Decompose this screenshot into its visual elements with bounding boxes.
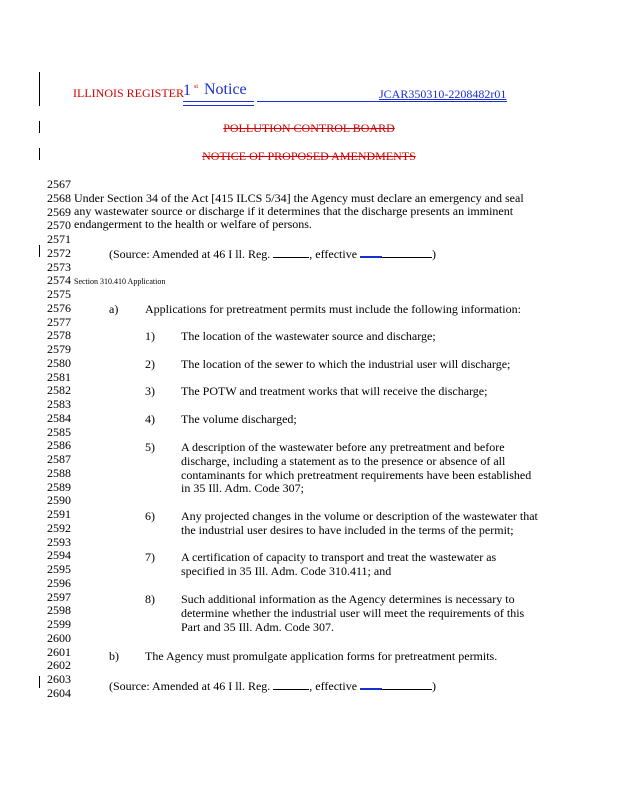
date-blank (382, 246, 432, 258)
item-text-a: Applications for pretreatment permits must include the following information: (145, 302, 521, 316)
line-number: 2587 (47, 452, 71, 466)
line-number: 2567 (47, 177, 71, 191)
item-text: Such additional information as the Agency determines is necessary to (181, 592, 515, 606)
source-mid: , effective (309, 247, 361, 261)
item-number: 6) (145, 509, 155, 523)
item-text: determine whether the industrial user will meet the requirements of this (181, 605, 525, 620)
notice-number-suffix: st (194, 84, 199, 90)
item-label-b: b) (109, 649, 119, 663)
line-number: 2588 (47, 465, 71, 480)
line-number: 2574 (47, 273, 71, 288)
line-number: 2575 (47, 287, 71, 301)
line-number: 2584 (47, 410, 71, 425)
line-number: 2576 (47, 300, 71, 315)
line-number: 2595 (47, 562, 71, 576)
item-text: The location of the sewer to which the industrial user will discharge; (181, 357, 511, 371)
line-number: 2568 (47, 190, 71, 205)
jcar-code: JCAR350310-2208482r01 (379, 87, 507, 101)
source-note (109, 678, 436, 693)
line-number: 2583 (47, 397, 71, 411)
line-number: 2586 (47, 438, 71, 453)
notice-number: 1 (183, 82, 191, 99)
line-number: 2589 (47, 479, 71, 494)
line-number: 2570 (47, 218, 71, 233)
item-text: specified in 35 Ill. Adm. Code 310.411; and (181, 563, 392, 578)
notice-title: NOTICE OF PROPOSED AMENDMENTS (202, 149, 416, 163)
line-number: 2571 (47, 232, 71, 246)
date-blank-blue (360, 246, 382, 258)
date-blank (382, 678, 432, 690)
board-title: POLLUTION CONTROL BOARD (223, 121, 395, 135)
change-bar (39, 72, 40, 106)
line-number: 2600 (47, 630, 71, 645)
line-number: 2577 (47, 314, 71, 329)
item-text: Any projected changes in the volume or description of the wastewater that (181, 509, 538, 523)
date-blank-blue (360, 678, 382, 690)
line-number: 2594 (47, 548, 71, 563)
line-number: 2598 (47, 603, 71, 618)
line-number: 2569 (47, 204, 71, 219)
change-bar (39, 245, 40, 257)
item-text: A certification of capacity to transport and treat the wastewater as (181, 550, 497, 564)
item-text: A description of the wastewater before any pretreatment and before (181, 440, 505, 454)
line-number: 2582 (47, 383, 71, 398)
double-underline (183, 101, 254, 106)
item-text: Part and 35 Ill. Adm. Code 307. (181, 619, 334, 634)
line-number: 2596 (47, 575, 71, 590)
notice-label: Notice (204, 81, 247, 98)
source-end: ) (432, 679, 437, 693)
line-number: 2572 (47, 245, 71, 260)
item-text: contaminants for which pretreatment requirements have been established (181, 467, 532, 482)
register-title: ILLINOIS REGISTER (73, 86, 184, 100)
item-text: The location of the wastewater source and discharge; (181, 329, 436, 343)
source-prefix: (Source: Amended at 46 I ll. Reg. (109, 247, 274, 261)
reg-blank (273, 246, 309, 258)
item-number: 1) (145, 329, 155, 343)
source-mid: , effective (309, 679, 361, 693)
line-number: 2579 (47, 342, 71, 356)
line-number: 2573 (47, 259, 71, 274)
item-text: in 35 Ill. Adm. Code 307; (181, 481, 304, 496)
item-number: 2) (145, 357, 155, 371)
item-label-a: a) (109, 302, 119, 316)
paragraph-line: endangerment to the health or welfare of persons. (74, 217, 312, 231)
item-number: 5) (145, 440, 155, 454)
item-text: discharge, including a statement as to the presence or absence of all (181, 453, 506, 468)
line-number: 2601 (47, 644, 71, 659)
item-text-b: The Agency must promulgate application forms for pretreatment permits. (145, 649, 498, 663)
item-text: The POTW and treatment works that will receive the discharge; (181, 384, 488, 398)
source-note (109, 246, 436, 261)
line-number: 2603 (47, 672, 71, 686)
reg-blank (273, 678, 309, 690)
paragraph-line: any wastewater source or discharge if it determines that the discharge presents an imminent (74, 204, 514, 218)
paragraph-line: Under Section 34 of the Act [415 ILCS 5/34] the Agency must declare an emergency and seal (74, 191, 524, 205)
item-number: 8) (145, 592, 155, 606)
line-number: 2591 (47, 507, 71, 521)
change-bar (39, 676, 40, 688)
item-text: The volume discharged; (181, 412, 297, 426)
line-number: 2581 (47, 369, 71, 384)
line-number: 2585 (47, 424, 71, 439)
source-end: ) (432, 247, 437, 261)
line-number: 2580 (47, 355, 71, 370)
line-number: 2578 (47, 328, 71, 343)
line-number: 2593 (47, 534, 71, 549)
item-number: 7) (145, 550, 155, 564)
item-number: 3) (145, 384, 155, 398)
line-number: 2604 (47, 685, 71, 700)
line-number: 2602 (47, 658, 71, 673)
item-text: the industrial user desires to have included in the terms of the permit; (181, 522, 514, 537)
line-number: 2597 (47, 589, 71, 604)
line-number: 2599 (47, 617, 71, 631)
line-number: 2592 (47, 520, 71, 535)
line-number: 2590 (47, 493, 71, 508)
source-prefix: (Source: Amended at 46 I ll. Reg. (109, 679, 274, 693)
section-heading: Section 310.410 Application (74, 277, 166, 286)
item-number: 4) (145, 412, 155, 426)
